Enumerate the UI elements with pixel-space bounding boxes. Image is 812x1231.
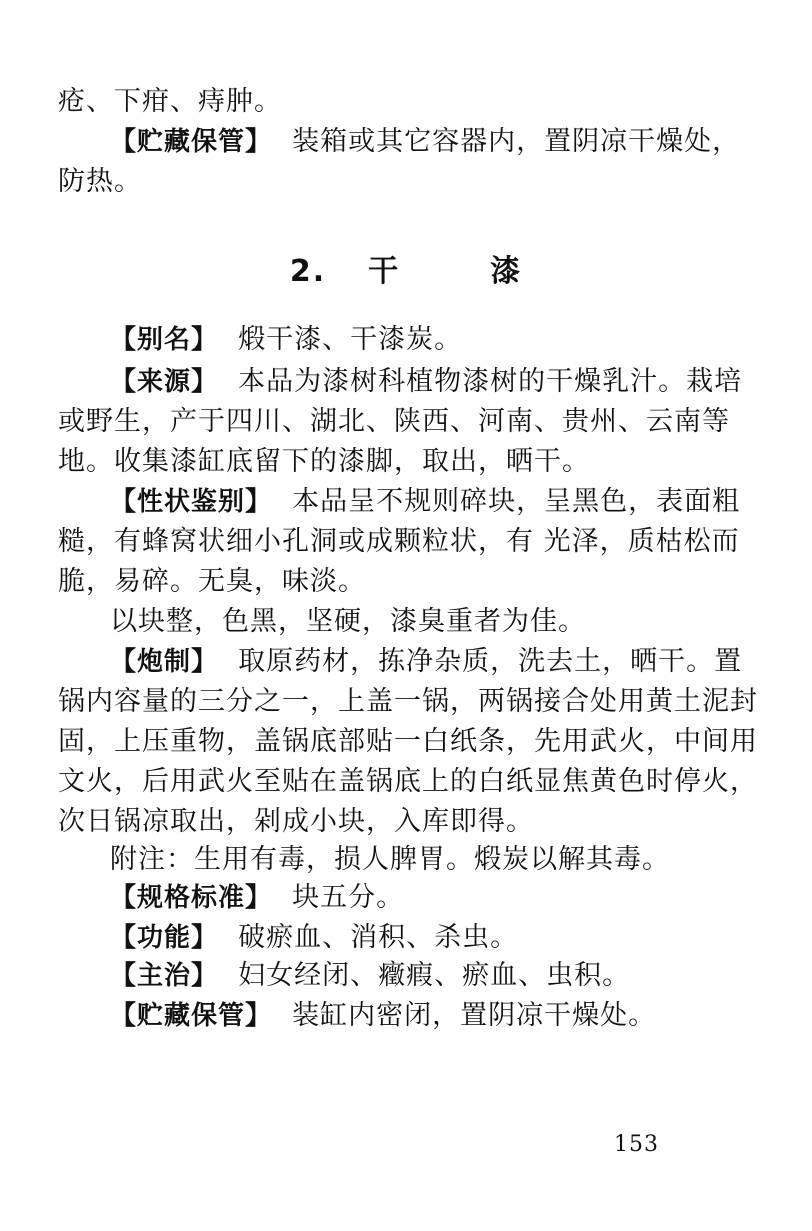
section-text: 以块整，色黑，坚硬，漆臭重者为佳。 xyxy=(110,606,586,637)
section-text: 煅干漆、干漆炭。 xyxy=(238,324,463,355)
section-label: 【规格标准】 xyxy=(110,883,273,913)
section-text: 本品呈不规则碎块，呈黑色，表面粗 xyxy=(292,486,741,517)
section-text: 固，上压重物，盖锅底部贴一白纸条，先用武火，中间用 xyxy=(58,726,758,757)
section-label: 【主治】 xyxy=(110,961,219,991)
section-text: 锅内容量的三分之一，上盖一锅，两锅接合处用黄土泥封 xyxy=(58,686,758,717)
section-text: 块五分。 xyxy=(292,882,405,913)
identification-section xyxy=(110,484,740,520)
text-line xyxy=(58,804,534,840)
section-text: 附注：生用有毒，损人脾胃。煅炭以解其毒。 xyxy=(110,844,670,875)
alias-section xyxy=(110,322,462,358)
section-text: 或野生，产于四川、湖北、陕西、河南、贵州、云南等 xyxy=(58,406,730,437)
section-text: 装箱或其它容器内，置阴凉干燥处， xyxy=(292,126,741,157)
section-text: 本品为漆树科植物漆树的干燥乳汁。栽培 xyxy=(238,366,743,397)
text-line xyxy=(58,564,366,600)
text-line xyxy=(58,84,282,120)
text-line xyxy=(58,724,758,760)
section-label: 【性状鉴别】 xyxy=(110,487,273,517)
section-text: 取原药材，拣净杂质，洗去土，晒干。置 xyxy=(238,646,743,677)
entry-name-char: 漆 xyxy=(490,254,523,289)
text-line xyxy=(58,444,590,480)
entry-name-char: 干 xyxy=(368,254,401,289)
section-label: 【贮藏保管】 xyxy=(110,127,273,157)
section-text: 妇女经闭、癥瘕、瘀血、虫积。 xyxy=(238,960,631,991)
spec-section xyxy=(110,880,404,916)
source-section xyxy=(110,364,742,400)
text-line xyxy=(58,524,740,560)
text-line xyxy=(58,404,730,440)
section-label: 【别名】 xyxy=(110,325,219,355)
section-label: 【贮藏保管】 xyxy=(110,1001,273,1031)
text-line xyxy=(58,164,142,200)
indication-section xyxy=(110,958,630,994)
page-number: 153 xyxy=(614,1132,659,1157)
section-text: 防热。 xyxy=(58,166,142,197)
processing-section xyxy=(110,644,742,680)
text-line xyxy=(110,604,586,640)
section-text: 次日锅凉取出，剁成小块，入库即得。 xyxy=(58,806,534,837)
function-section xyxy=(110,920,518,956)
storage-section xyxy=(110,998,656,1034)
text-line xyxy=(58,764,758,800)
section-text: 脆，易碎。无臭，味淡。 xyxy=(58,566,366,597)
text-line xyxy=(58,684,758,720)
processing-note xyxy=(110,842,670,878)
section-text: 文火，后用武火至贴在盖锅底上的白纸显焦黄色时停火， xyxy=(58,766,758,797)
section-text: 破瘀血、消积、杀虫。 xyxy=(238,922,519,953)
prev-entry-end: 疮、下疳、痔肿。 xyxy=(58,86,282,117)
entry-title xyxy=(0,252,812,292)
section-label: 【炮制】 xyxy=(110,647,219,677)
section-text: 地。收集漆缸底留下的漆脚，取出，晒干。 xyxy=(58,446,590,477)
section-label: 【功能】 xyxy=(110,923,219,953)
section-text: 糙，有蜂窝状细小孔洞或成颗粒状，有 光泽，质枯松而 xyxy=(58,526,740,557)
section-text: 装缸内密闭，置阴凉干燥处。 xyxy=(292,1000,657,1031)
section-label: 【来源】 xyxy=(110,367,219,397)
entry-number: 2. xyxy=(289,254,327,289)
text-line xyxy=(110,124,740,160)
